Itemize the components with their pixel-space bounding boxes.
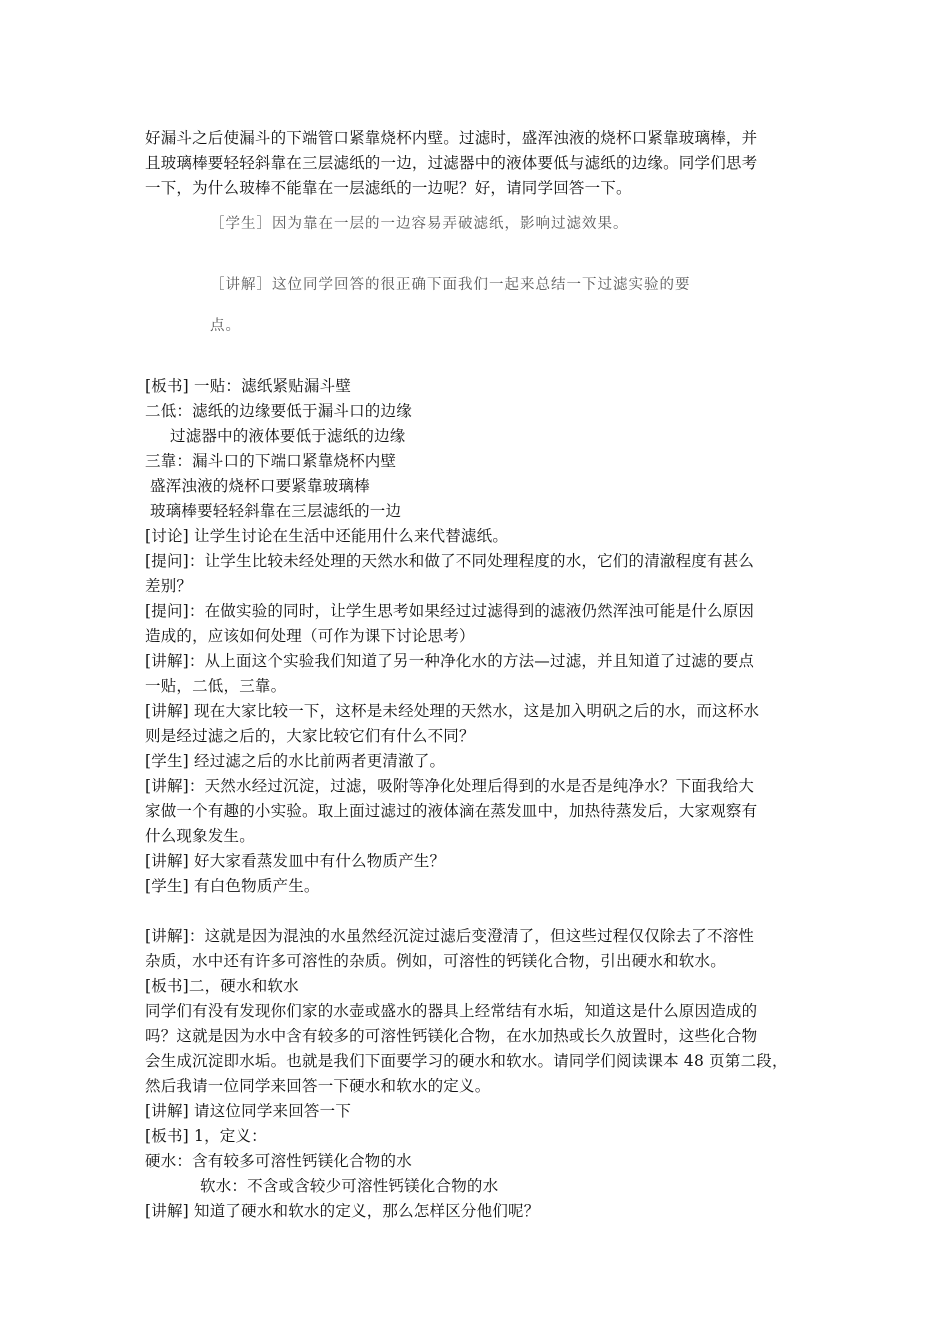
- explanation-line: [讲解]：天然水经过沉淀，过滤，吸附等净化处理后得到的水是否是纯净水？下面我给大: [145, 777, 755, 795]
- board-note-line: [板书] 一贴：滤纸紧贴漏斗壁: [145, 377, 352, 395]
- question-line: [提问]：让学生比较未经处理的天然水和做了不同处理程度的水，它们的清澈程度有甚么: [145, 552, 755, 570]
- explanation-line: 则是经过滤之后的，大家比较它们有什么不同？: [145, 727, 475, 745]
- paragraph-line: 同学们有没有发现你们家的水壶或盛水的器具上经常结有水垢，知道这是什么原因造成的: [145, 1002, 758, 1020]
- board-note-line: 硬水：含有较多可溶性钙镁化合物的水: [145, 1152, 412, 1170]
- explanation-line: 一贴，二低，三靠。: [145, 677, 287, 695]
- paragraph-line: 然后我请一位同学来回答一下硬水和软水的定义。: [145, 1077, 491, 1095]
- explanation-line: 点。: [210, 318, 241, 334]
- board-note-line: [板书] 1，定义：: [145, 1127, 267, 1145]
- board-note-line: 三靠：漏斗口的下端口紧靠烧杯内壁: [145, 452, 397, 470]
- student-answer-line: ［学生］因为靠在一层的一边容易弄破滤纸，影响过滤效果。: [210, 216, 629, 232]
- paragraph-line: 吗？这就是因为水中含有较多的可溶性钙镁化合物，在水加热或长久放置时，这些化合物: [145, 1027, 758, 1045]
- explanation-line: [讲解] 好大家看蒸发皿中有什么物质产生？: [145, 852, 446, 870]
- explanation-line: [讲解] 现在大家比较一下，这杯是未经处理的天然水，这是加入明矾之后的水，而这杯水: [145, 702, 760, 720]
- paragraph-line: 好漏斗之后使漏斗的下端管口紧靠烧杯内壁。过滤时，盛浑浊液的烧杯口紧靠玻璃棒，并: [145, 129, 758, 147]
- explanation-line: [讲解] 知道了硬水和软水的定义，那么怎样区分他们呢？: [145, 1202, 540, 1220]
- paragraph-line: 一下，为什么玻棒不能靠在一层滤纸的一边呢？好，请同学回答一下。: [145, 179, 632, 197]
- explanation-line: 家做一个有趣的小实验。取上面过滤过的液体滴在蒸发皿中，加热待蒸发后，大家观察有: [145, 802, 758, 820]
- explanation-line: [讲解] 请这位同学来回答一下: [145, 1102, 352, 1120]
- board-note-line: 软水：不含或含较少可溶性钙镁化合物的水: [200, 1177, 499, 1195]
- question-line: 差别？: [145, 577, 193, 595]
- explanation-line: ［讲解］这位同学回答的很正确下面我们一起来总结一下过滤实验的要: [210, 277, 691, 293]
- explanation-line: [讲解]：这就是因为混浊的水虽然经沉淀过滤后变澄清了，但这些过程仅仅除去了不溶性: [145, 927, 755, 945]
- question-line: [提问]：在做实验的同时，让学生思考如果经过过滤得到的滤液仍然浑浊可能是什么原因: [145, 602, 755, 620]
- discussion-line: [讨论] 让学生讨论在生活中还能用什么来代替滤纸。: [145, 527, 509, 545]
- explanation-line: [讲解]：从上面这个实验我们知道了另一种净化水的方法—过滤，并且知道了过滤的要点: [145, 652, 755, 670]
- explanation-line: 杂质，水中还有许多可溶性的杂质。例如，可溶性的钙镁化合物，引出硬水和软水。: [145, 952, 726, 970]
- paragraph-line: 会生成沉淀即水垢。也就是我们下面要学习的硬水和软水。请同学们阅读课本 48 页第二段，: [145, 1052, 788, 1070]
- student-answer-line: [学生] 有白色物质产生。: [145, 877, 320, 895]
- explanation-line: 什么现象发生。: [145, 827, 255, 845]
- board-note-line: 二低：滤纸的边缘要低于漏斗口的边缘: [145, 402, 412, 420]
- paragraph-line: 且玻璃棒要轻轻斜靠在三层滤纸的一边，过滤器中的液体要低与滤纸的边缘。同学们思考: [145, 154, 758, 172]
- board-note-line: 盛浑浊液的烧杯口要紧靠玻璃棒: [150, 477, 370, 495]
- board-note-line: 玻璃棒要轻轻斜靠在三层滤纸的一边: [150, 502, 402, 520]
- board-note-line: 过滤器中的液体要低于滤纸的边缘: [170, 427, 406, 445]
- student-answer-line: [学生] 经过滤之后的水比前两者更清澈了。: [145, 752, 446, 770]
- question-line: 造成的，应该如何处理（可作为课下讨论思考）: [145, 627, 475, 645]
- board-note-line: [板书]二，硬水和软水: [145, 977, 299, 995]
